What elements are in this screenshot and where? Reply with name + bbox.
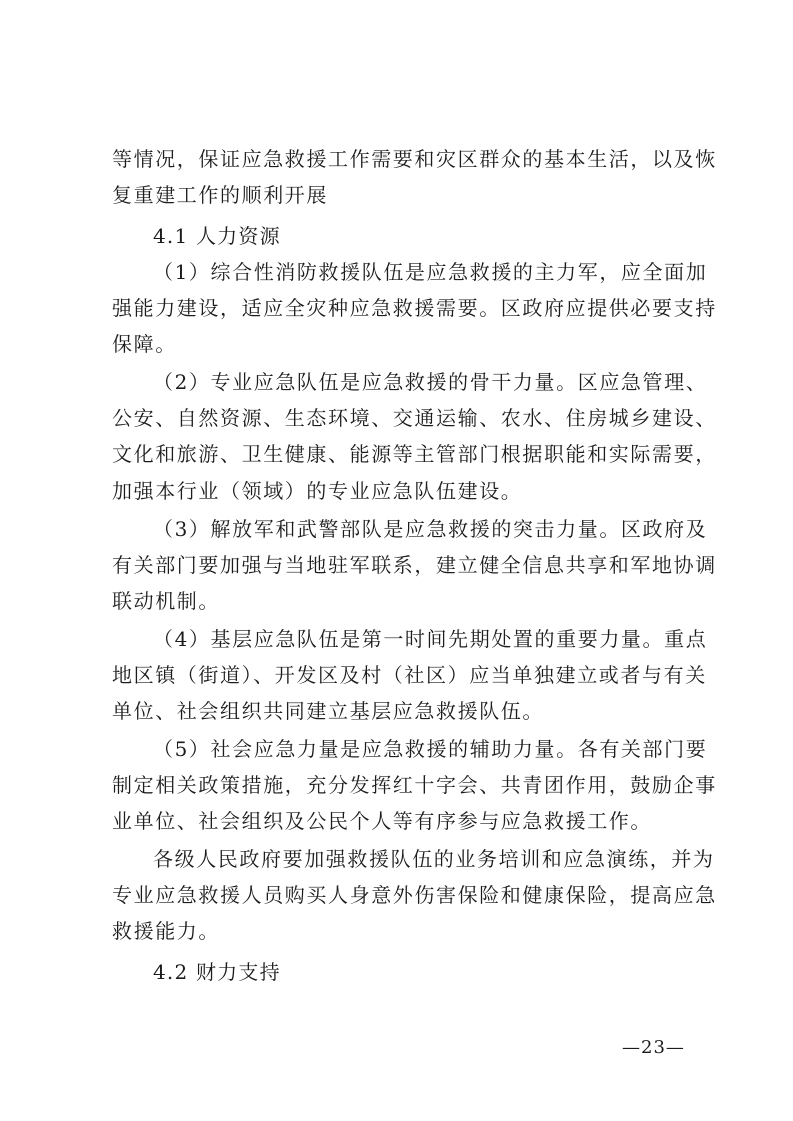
section-heading-4-1: 4.1 人力资源 xyxy=(153,224,281,248)
section-heading-4-2: 4.2 财力支持 xyxy=(153,960,281,984)
body-text-line: 联动机制。 xyxy=(112,589,220,613)
page-number: —23— xyxy=(622,1037,685,1058)
body-text-line: 加强本行业（领域）的专业应急队伍建设。 xyxy=(112,479,523,503)
body-text-line: （3）解放军和武警部队是应急救援的突击力量。区政府及 xyxy=(153,517,708,541)
body-text-line: 地区镇（街道）、开发区及村（社区）应当单独建立或者与有关 xyxy=(112,663,707,687)
body-text-line: 救援能力。 xyxy=(112,919,220,943)
body-text-line: 制定相关政策措施，充分发挥红十字会、共青团作用，鼓励企事 xyxy=(112,773,717,797)
body-text-line: 强能力建设，适应全灾种应急救援需要。区政府应提供必要支持 xyxy=(112,296,717,320)
body-text-line: （5）社会应急力量是应急救援的辅助力量。各有关部门要 xyxy=(153,737,708,761)
body-text-line: 有关部门要加强与当地驻军联系，建立健全信息共享和军地协调 xyxy=(112,553,717,577)
body-text-line: 保障。 xyxy=(112,332,177,356)
body-text-line: （4）基层应急队伍是第一时间先期处置的重要力量。重点 xyxy=(153,627,708,651)
body-text-line: 业单位、社会组织及公民个人等有序参与应急救援工作。 xyxy=(112,809,652,833)
body-text-line: 公安、自然资源、生态环境、交通运输、农水、住房城乡建设、 xyxy=(112,406,717,430)
body-text-line: 单位、社会组织共同建立基层应急救援队伍。 xyxy=(112,699,544,723)
body-text-line: 各级人民政府要加强救援队伍的业务培训和应急演练，并为 xyxy=(153,847,715,871)
body-text-line: 等情况，保证应急救援工作需要和灾区群众的基本生活，以及恢 xyxy=(112,147,717,171)
body-text-line: （2）专业应急队伍是应急救援的骨干力量。区应急管理、 xyxy=(153,370,708,394)
body-text-line: 复重建工作的顺利开展 xyxy=(112,183,328,207)
body-text-line: 文化和旅游、卫生健康、能源等主管部门根据职能和实际需要， xyxy=(112,442,717,466)
body-text-line: 专业应急救援人员购买人身意外伤害保险和健康保险，提高应急 xyxy=(112,883,717,907)
body-text-line: （1）综合性消防救援队伍是应急救援的主力军，应全面加 xyxy=(153,260,708,284)
